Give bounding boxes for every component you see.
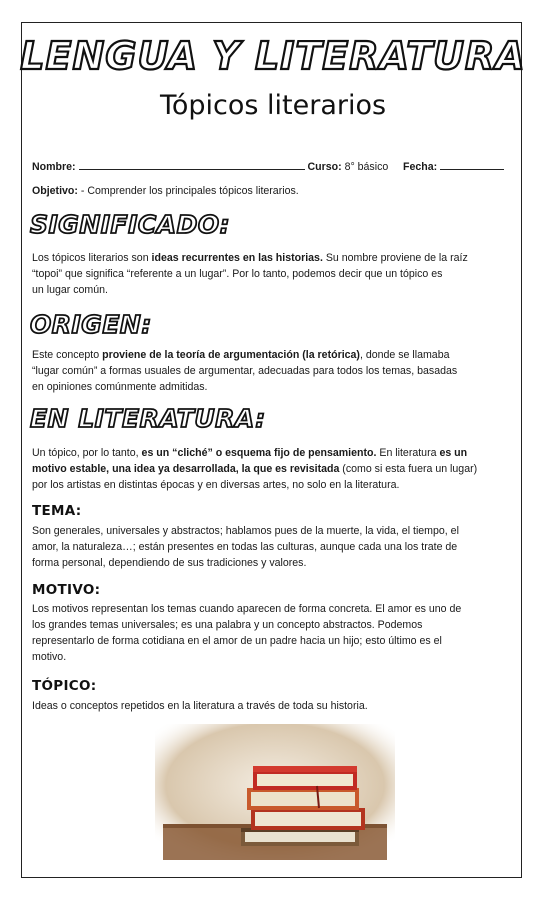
significado-line-1: [32, 250, 514, 266]
text-run-bold: es un: [439, 447, 468, 459]
student-info-row: [32, 160, 504, 174]
motivo-line-4: motivo.: [32, 651, 67, 663]
section-heading-significado: SIGNIFICADO:: [30, 210, 231, 239]
tema-line-1: Son generales, universales y abstractos; hablamos pues de la muerte, la vida, el tiempo, el: [32, 525, 459, 537]
origen-line-3: en opiniones comúnmente admitidas.: [32, 381, 208, 393]
text-run: Los tópicos literarios son: [32, 252, 152, 264]
subheading-topico: TÓPICO:: [32, 678, 97, 694]
objetivo-row: [32, 184, 299, 198]
text-run-bold: ideas recurrentes en las historias.: [151, 252, 323, 264]
books-stack-image: [155, 724, 395, 860]
fecha-field[interactable]: [440, 160, 504, 170]
text-run: , donde se llamaba: [359, 349, 450, 361]
page-title: LENGUA Y LITERATURA: [20, 34, 526, 78]
subheading-tema: TEMA:: [32, 503, 82, 519]
subheading-motivo: MOTIVO:: [32, 582, 101, 598]
topico-line-1: Ideas o conceptos repetidos en la literatura a través de toda su historia.: [32, 700, 368, 712]
curso-label: Curso:: [307, 161, 342, 173]
objetivo-label: Objetivo:: [32, 185, 78, 197]
text-run-bold: proviene de la teoría de argumentación (la retórica): [102, 349, 360, 361]
motivo-line-3: representarlo de forma cotidiana en el amor de un padre hacia un hijo; esto último es el: [32, 635, 442, 647]
tema-line-3: forma personal, dependiendo de sus tradiciones y valores.: [32, 557, 307, 569]
text-run: (como si esta fuera un lugar): [339, 463, 478, 475]
nombre-label: Nombre:: [32, 161, 76, 173]
text-run: Un tópico, por lo tanto,: [32, 447, 142, 459]
section-heading-literatura: EN LITERATURA:: [30, 404, 266, 433]
significado-line-2: “topoi” que significa “referente a un lugar”. Por lo tanto, podemos decir que un tópico es: [32, 268, 443, 280]
origen-line-1: [32, 347, 514, 363]
tema-line-2: amor, la naturaleza…; están presentes en todas las culturas, aunque cada una los trate de: [32, 541, 458, 553]
objetivo-text: - Comprender los principales tópicos literarios.: [77, 185, 299, 197]
text-run: En literatura: [376, 447, 440, 459]
fecha-label: Fecha:: [402, 161, 438, 173]
nombre-field[interactable]: [79, 160, 305, 170]
page-subtitle: Tópicos literarios: [159, 90, 387, 121]
text-run-bold: motivo estable, una idea ya desarrollada, la que es revisitada: [32, 463, 340, 475]
literatura-line-1: [32, 445, 514, 461]
curso-value: 8° básico: [344, 161, 389, 173]
text-run: Su nombre proviene de la raíz: [322, 252, 468, 264]
literatura-line-2: [32, 461, 514, 477]
literatura-line-3: por los artistas en distintas épocas y en diversas artes, no solo en la literatura.: [32, 479, 400, 491]
origen-line-2: “lugar común” a formas usuales de argumentar, adecuadas para todos los temas, basadas: [32, 365, 458, 377]
significado-line-3: un lugar común.: [32, 284, 108, 296]
section-heading-origen: ORIGEN:: [30, 310, 152, 339]
motivo-line-2: los grandes temas universales; es una palabra y un concepto abstractos. Podemos: [32, 619, 423, 631]
text-run: Este concepto: [32, 349, 103, 361]
motivo-line-1: Los motivos representan los temas cuando aparecen de forma concreta. El amor es uno de: [32, 603, 462, 615]
text-run-bold: es un “cliché” o esquema fijo de pensamiento.: [141, 447, 377, 459]
